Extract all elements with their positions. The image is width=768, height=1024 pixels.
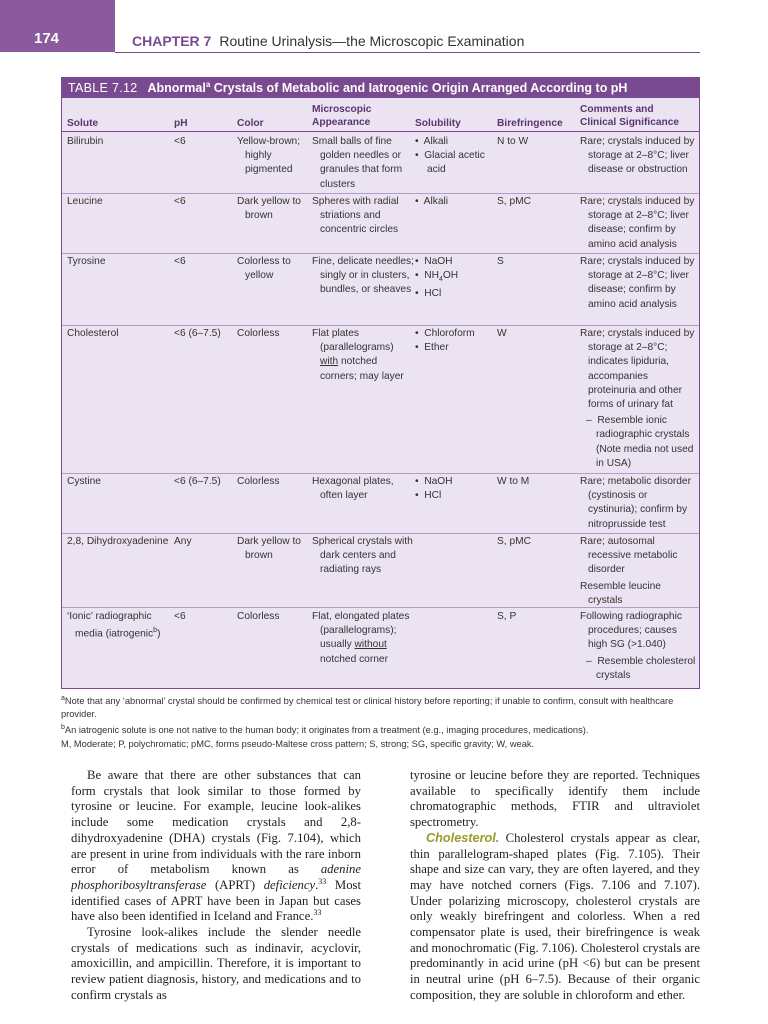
row-cystine-solubility: • NaOH • HCl: [415, 476, 453, 502]
row-tyrosine-micro: Fine, delicate needles; singly or in clusters, bundles, or sheaves: [312, 256, 414, 296]
row-tyrosine-solubility: • NaOH • $NH_4OH$ • HCl: [415, 256, 459, 300]
row-cholesterol-comments: Rare; crystals induced by storage at 2–8°C; indicates lipiduria, accompanies proteinuria and other forms of urinary fat – Resemble ionic radiographic crystals (Note media not used in USA): [580, 328, 695, 469]
row-ionic-media-solute: ‘Ionic’ radiographic media (iatrogenic$^b$): [67, 611, 161, 640]
body-column-right: [410, 768, 700, 1004]
row-dha-ph: Any: [174, 536, 192, 547]
chapter-title: Routine Urinalysis—the Microscopic Examination: [219, 33, 525, 49]
row-bilirubin-color: Yellow-brown; highly pigmented: [237, 136, 301, 176]
row-cholesterol-solute: Cholesterol: [67, 328, 119, 339]
row-ionic-media-comments: Following radiographic procedures; causes high SG (>1.040) – Resemble cholesterol crystals: [580, 611, 696, 681]
row-divider: [62, 253, 699, 254]
chapter-label: CHAPTER 7: [132, 33, 212, 49]
row-cholesterol-solubility: • Chloroform • Ether: [415, 328, 475, 354]
running-head: [132, 33, 524, 49]
row-tyrosine-comments: Rare; crystals induced by storage at 2–8°C; liver disease; confirm by amino acid analysis: [580, 256, 695, 310]
paragraph: Tyrosine look-alikes include the slender needle crystals of medications such as indinavir, acyclovir, amoxicillin, and ampicillin. Therefore, it is important to review patient diagnosis, history, and medications and to confirm crystals as: [71, 925, 361, 1002]
row-dha-solute: 2,8, Dihydroxyadenine: [67, 536, 169, 547]
row-bilirubin-solubility: • Alkali • Glacial acetic acid: [415, 136, 485, 176]
row-cholesterol-color: Colorless: [237, 328, 280, 339]
row-tyrosine-ph: <6: [174, 256, 186, 267]
row-cholesterol-micro: Flat plates (parallelograms) with notched corners; may layer: [312, 328, 404, 382]
row-leucine-solubility: • Alkali: [415, 196, 449, 207]
row-bilirubin-comments: Rare; crystals induced by storage at 2–8°C; liver disease or obstruction: [580, 136, 695, 176]
row-bilirubin-ph: <6: [174, 136, 186, 147]
table-footnotes: [61, 693, 700, 750]
row-bilirubin-micro: Small balls of fine golden needles or granules that form clusters: [312, 136, 403, 190]
paragraph: tyrosine or leucine before they are reported. Techniques available to specifically identify them include chromatographic methods, FTIR and ultraviolet spectrometry.: [410, 768, 700, 830]
table-title: Abnormal$^a$ Crystals of Metabolic and Iatrogenic Origin Arranged According to pH: [147, 80, 628, 96]
header-color: Color: [237, 118, 264, 129]
row-cholesterol-ph: <6 (6–7.5): [174, 328, 221, 339]
row-tyrosine-birefringence: S: [497, 256, 504, 267]
header-rule: [115, 52, 700, 53]
cholesterol-lead: Cholesterol.: [426, 830, 500, 845]
paragraph-cholesterol: Cholesterol. Cholesterol crystals appear as clear, thin parallelogram-shaped plates (Fig. 7.105). Their shape and size can vary, they are often layered, and they may have notched corners (Figs. 7.106 and 7.107). Under polarizing microscopy, cholesterol crystals are only weakly birefringent and colorless. When a red compensator plate is used, their birefringence is weak and monochromatic (Fig. 7.106). Cholesterol crystals are predominantly in acid urine (pH <6) but can be present in neutral urine (pH 6–7.5). Because of their organic composition, they are soluble in chloroform and ether.: [410, 830, 700, 1002]
row-divider: [62, 533, 699, 534]
row-leucine-birefringence: S, pMC: [497, 196, 531, 207]
row-leucine-comments: Rare; crystals induced by storage at 2–8°C; liver disease; confirm by amino acid analysis: [580, 196, 695, 250]
row-leucine-ph: <6: [174, 196, 186, 207]
row-bilirubin-solute: Bilirubin: [67, 136, 104, 147]
row-divider: [62, 193, 699, 194]
row-leucine-color: Dark yellow to brown: [237, 196, 301, 222]
page-number: 174: [34, 30, 60, 47]
row-tyrosine-solute: Tyrosine: [67, 256, 106, 267]
row-ionic-media-micro: Flat, elongated plates (parallelograms); usually without notched corner: [312, 611, 410, 665]
row-cystine-ph: <6 (6–7.5): [174, 476, 221, 487]
row-bilirubin-birefringence: N to W: [497, 136, 529, 147]
row-cystine-birefringence: W to M: [497, 476, 530, 487]
footnote-b: $^b$An iatrogenic solute is one not native to the human body; it originates from a treatment (e.g., imaging procedures, medications).: [61, 724, 589, 736]
header-comments: Comments and Clinical Significance: [580, 104, 680, 128]
page-number-box: [0, 0, 115, 52]
row-divider: [62, 473, 699, 474]
footnote-a: $^a$Note that any ‘abnormal’ crystal should be confirmed by chemical test or clinical history before reporting; if unable to confirm, consult with healthcare provider.: [61, 695, 674, 719]
row-cystine-micro: Hexagonal plates, often layer: [312, 476, 394, 502]
row-ionic-media-color: Colorless: [237, 611, 280, 622]
row-leucine-solute: Leucine: [67, 196, 103, 207]
header-ph: pH: [174, 118, 188, 129]
footnote-abbreviations: M, Moderate; P, polychromatic; pMC, forms pseudo-Maltese cross pattern; S, strong; SG, specific gravity; W, weak.: [61, 738, 535, 749]
row-tyrosine-color: Colorless to yellow: [237, 256, 291, 282]
row-dha-color: Dark yellow to brown: [237, 536, 301, 562]
row-divider: [62, 325, 699, 326]
paragraph: Be aware that there are other substances that can form crystals that look similar to those formed by tyrosine or leucine. For example, leucine look-alikes include some medication crystals and 2,8-dihydroxyadenine (DHA) crystals (Fig. 7.104), which are present in urine from individuals with the rare inborn error of metabolism known as adenine phosphoribosyltransferase (APRT) deficiency.$^{33}$ Most identified cases of APRT have been in Japan but cases have also been identified in Iceland and France.$^{33}$: [71, 768, 361, 924]
row-dha-micro: Spherical crystals with dark centers and radiating rays: [312, 536, 413, 576]
header-rule-line: [62, 131, 699, 132]
table-7-12: [61, 77, 700, 689]
row-cystine-color: Colorless: [237, 476, 280, 487]
table-number: TABLE 7.12: [68, 81, 138, 95]
header-solute: Solute: [67, 118, 99, 129]
row-ionic-media-birefringence: S, P: [497, 611, 517, 622]
table-title-bar: [62, 78, 699, 98]
row-cholesterol-birefringence: W: [497, 328, 507, 339]
header-solubility: Solubility: [415, 118, 461, 129]
row-cystine-comments: Rare; metabolic disorder (cystinosis or cystinuria); confirm by nitroprusside test: [580, 476, 691, 530]
row-dha-birefringence: S, pMC: [497, 536, 531, 547]
row-divider: [62, 607, 699, 608]
row-ionic-media-ph: <6: [174, 611, 186, 622]
header-microscopic: Microscopic Appearance: [312, 104, 372, 128]
body-column-left: [71, 768, 361, 1004]
header-birefringence: Birefringence: [497, 118, 563, 129]
row-cystine-solute: Cystine: [67, 476, 101, 487]
row-leucine-micro: Spheres with radial striations and concentric circles: [312, 196, 399, 236]
row-dha-comments: Rare; autosomal recessive metabolic disorder Resemble leucine crystals: [580, 536, 678, 606]
